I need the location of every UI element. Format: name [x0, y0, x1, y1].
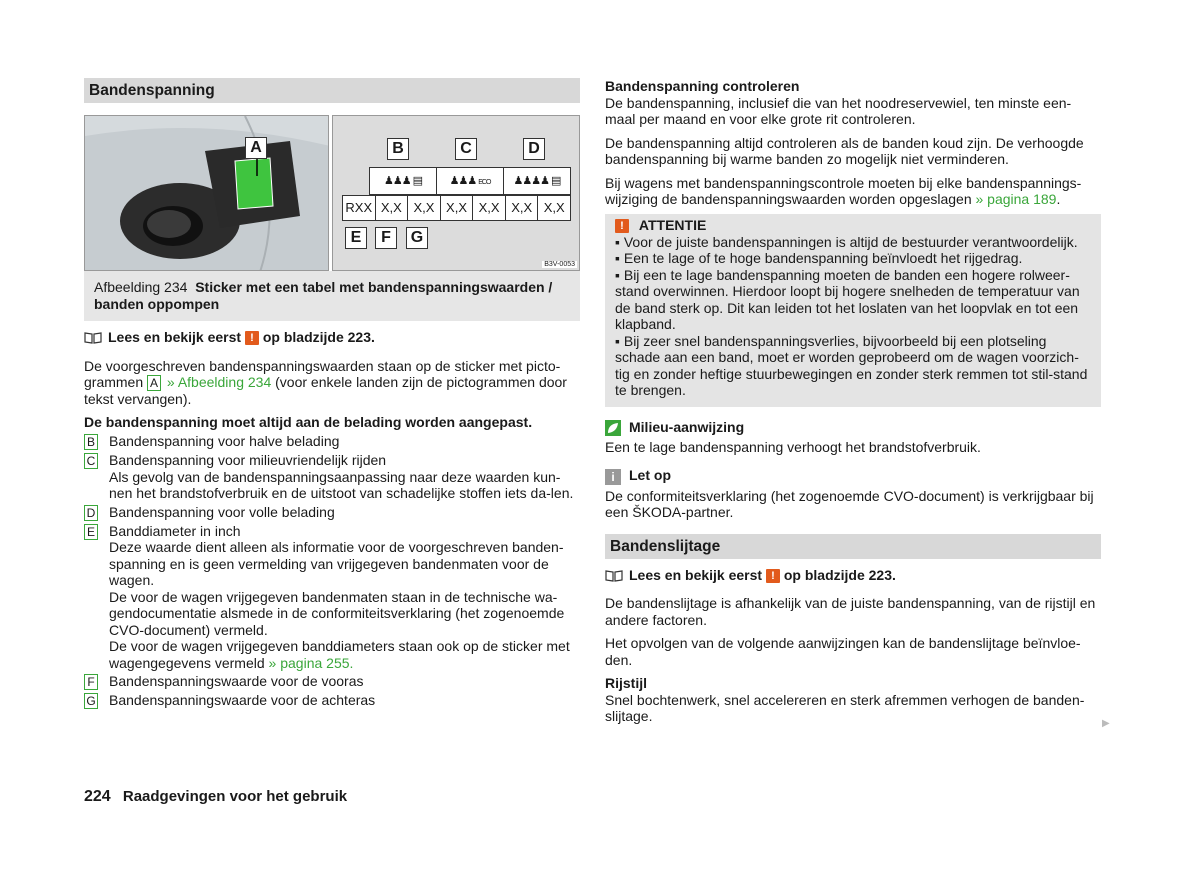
attention-item: ▪ Een te lage of te hoge bandenspanning beïnvloedt het rijgedrag.	[615, 250, 1023, 266]
list-text: Banddiameter in inch	[109, 522, 241, 539]
cell-value: X,X	[506, 196, 539, 220]
figure-label-b: B	[387, 138, 409, 160]
eco-text: Een te lage bandenspanning verhoogt het brandstofverbruik.	[605, 438, 981, 455]
read-first-line	[605, 567, 1101, 584]
list-text: De voor de wagen vrijgegeven bandenmaten staan in de technische wa-gendocumentatie alsmede in de conformiteitsverklaring (het zogenoemde CVO-document) vermeld.	[109, 588, 565, 638]
read-suffix: op bladzijde 223.	[783, 566, 896, 583]
page-number: 224	[84, 788, 111, 805]
list-item-g	[84, 692, 580, 709]
intro-paragraph	[84, 358, 580, 408]
attention-item: ▪ Bij zeer snel bandenspanningsverlies, bijvoorbeeld bij een plotseling schade aan een band, moet er worden geprobeerd om de wagen voorzich-tig en zonder heftige stuurbewegingen en zonder sterk remmen tot stil-stand te brengen.	[615, 332, 1088, 398]
eco-title: Milieu-aanwijzing	[629, 418, 745, 435]
cell-value: X,X	[408, 196, 441, 220]
wear-paragraph-2: Het opvolgen van de volgende aanwijzingen kan de bandenslijtage beïnvloe-den.	[605, 635, 1081, 668]
book-icon	[84, 332, 102, 344]
inline-label-a: A	[147, 375, 161, 391]
list-letter: E	[84, 524, 98, 540]
fuel-flap-photo	[84, 115, 329, 271]
read-suffix: op bladzijde 223.	[262, 329, 375, 345]
read-first-line	[84, 329, 580, 346]
list-item-b	[84, 433, 580, 450]
list-item-f	[84, 673, 580, 690]
figure-label-e: E	[345, 227, 367, 249]
continue-arrow-icon: ▶	[1102, 718, 1110, 729]
control-title: Bandenspanning controleren	[605, 78, 800, 94]
figure-link[interactable]: » Afbeelding 234	[166, 374, 272, 390]
bold-statement-text: De bandenspanning moet altijd aan de belading worden aangepast	[84, 413, 529, 430]
list-text: Bandenspanningswaarde voor de vooras	[109, 673, 364, 690]
cell-value: X,X	[376, 196, 409, 220]
style-title: Rijstijl	[605, 675, 648, 692]
attention-item: ▪ Voor de juiste bandenspanningen is altijd de bestuurder verantwoordelijk.	[615, 233, 1078, 250]
page-link[interactable]: » pagina 189	[975, 191, 1057, 207]
list-text: Als gevolg van de bandenspanningsaanpassing naar deze waarden kun-nen het brandstofverbruik en de uitstoot van schadelijke stoffen iets da-len.	[109, 468, 574, 502]
list-letter: B	[84, 434, 98, 450]
list-item-c	[84, 452, 580, 502]
list-item-e	[84, 523, 580, 672]
attention-title: ATTENTIE	[638, 216, 707, 233]
warning-icon: !	[615, 219, 629, 233]
figure-caption	[84, 271, 580, 321]
attention-text: Voor de juiste bandenspanningen is altijd de bestuurder verantwoordelijk.	[623, 233, 1078, 250]
bold-statement: De bandenspanning moet altijd aan de belading worden aangepast.	[84, 413, 533, 430]
style-text: Snel bochtenwerk, snel accelereren en sterk afremmen verhogen de banden-slijtage.	[605, 691, 1085, 725]
figure-label-f: F	[375, 227, 397, 249]
list-text: Bandenspanningswaarde voor de achteras	[109, 692, 376, 709]
read-prefix: Lees en bekijk eerst	[629, 566, 763, 583]
chapter-title: Raadgevingen voor het gebruik	[122, 788, 348, 805]
label-list	[84, 433, 580, 709]
list-letter: F	[84, 674, 98, 690]
eco-label: ECO	[478, 179, 491, 186]
attention-text: Een te lage of te hoge bandenspanning beïnvloedt het rijgedrag.	[623, 250, 1023, 266]
eco-load-icon: ♟♟♟ ECO	[437, 168, 504, 194]
list-text: De voor de wagen vrijgegeven banddiameters staan ook op de sticker met wagengegevens vermeld	[109, 638, 570, 671]
list-letter: C	[84, 453, 98, 469]
intro-text: De voorgeschreven bandenspanningswaarden staan op de sticker met picto-grammen	[84, 357, 561, 390]
list-text: Bandenspanning voor volle belading	[109, 503, 335, 520]
cell-value: X,X	[441, 196, 474, 220]
caption-prefix: Afbeelding 234	[94, 279, 188, 295]
note-title: Let op	[629, 467, 671, 484]
attention-item: ▪ Bij een te lage bandenspanning moeten de banden een hogere rolweer-stand overwinnen. Hierdoor loopt bij hogere snelheden de temperatuur van de band sterk op. Dit kan leiden tot het loslaten van het loopvlak en tot een klapband.	[615, 266, 1080, 332]
list-text: Bandenspanning voor milieuvriendelijk rijden	[109, 452, 387, 469]
figure-label-g: G	[406, 227, 428, 249]
note-header	[605, 467, 1101, 484]
load-full-icon: ♟♟♟♟ ▤	[513, 175, 561, 187]
leaf-icon	[605, 420, 621, 436]
caption-text: Sticker met een tabel met bandenspanningswaarden / banden oppompen	[94, 279, 553, 312]
book-icon	[605, 570, 623, 582]
section-title-bandenslijtage: Bandenslijtage	[605, 534, 1101, 559]
control-paragraph-2: De bandenspanning altijd controleren als de banden koud zijn. De verhoogde bandenspanning bij warme banden zo mogelijk niet verminderen.	[605, 134, 1084, 167]
figure-label-c: C	[455, 138, 477, 160]
section-title-bandenspanning: Bandenspanning	[84, 78, 580, 103]
attention-box	[605, 214, 1101, 407]
cell-rxx: RXX	[343, 196, 376, 220]
load-half-icon: ♟♟♟ ▤	[370, 168, 437, 194]
cell-value: X,X	[543, 200, 565, 215]
list-item-d	[84, 504, 580, 521]
tire-pressure-sticker	[332, 115, 580, 271]
figure-label-a: A	[245, 137, 267, 159]
right-column	[605, 78, 1101, 725]
value-row	[342, 195, 571, 221]
page-footer	[84, 788, 347, 806]
list-letter: G	[84, 693, 98, 709]
attention-text: Bij een te lage bandenspanning moeten de banden een hogere rolweer-stand overwinnen. Hierdoor loopt bij hogere snelheden de temperatuur van de band sterk op. Dit kan leiden tot het loslaten van het loopvlak en tot een klapband.	[615, 266, 1080, 332]
page-link[interactable]: » pagina 255.	[268, 654, 354, 671]
note-text: De conformiteitsverklaring (het zogenoemde CVO-document) is verkrijgbaar bij een ŠKODA-partner.	[605, 487, 1094, 521]
wear-paragraph-1: De bandenslijtage is afhankelijk van de juiste bandenspanning, van de rijstijl en andere factoren.	[605, 595, 1096, 628]
list-text: Deze waarde dient alleen als informatie voor de voorgeschreven banden-spanning en is geen vermelding van vrijgegeven bandenmaten voor de wagen.	[109, 539, 564, 589]
control-paragraph-3: Bij wagens met bandenspanningscontrole moeten bij elke bandenspannings-wijziging de bandenspanningswaarden worden opgeslagen » pagina 189.	[605, 174, 1082, 207]
figure-reference: B3V-0053	[544, 261, 575, 268]
figure-234	[84, 115, 580, 271]
warning-icon: !	[245, 331, 259, 345]
control-text: Bij wagens met bandenspanningscontrole moeten bij elke bandenspannings-wijziging de bandenspanningswaarden worden opgeslagen	[605, 174, 1082, 207]
list-letter: D	[84, 505, 98, 521]
attention-text: Bij zeer snel bandenspanningsverlies, bijvoorbeeld bij een plotseling schade aan een band, moet er worden geprobeerd om de wagen voorzich-tig en zonder heftige stuurbewegingen en zonder sterk remmen tot stil-stand te brengen.	[615, 332, 1088, 398]
warning-icon: !	[766, 569, 780, 583]
cell-value: X,X	[473, 196, 506, 220]
info-icon: i	[605, 469, 621, 485]
control-paragraph-1: De bandenspanning, inclusief die van het noodreservewiel, ten minste een-maal per maand en voor elke grote rit controleren.	[605, 94, 1072, 127]
pictogram-row	[369, 167, 571, 195]
attention-header	[615, 214, 1091, 234]
eco-header	[605, 419, 1101, 436]
read-prefix: Lees en bekijk eerst	[108, 329, 242, 345]
list-text: Bandenspanning voor halve belading	[109, 433, 340, 450]
left-column	[84, 78, 580, 709]
figure-label-d: D	[523, 138, 545, 160]
intro-text-end: (voor enkele landen zijn de pictogrammen door tekst vervangen).	[84, 374, 567, 408]
